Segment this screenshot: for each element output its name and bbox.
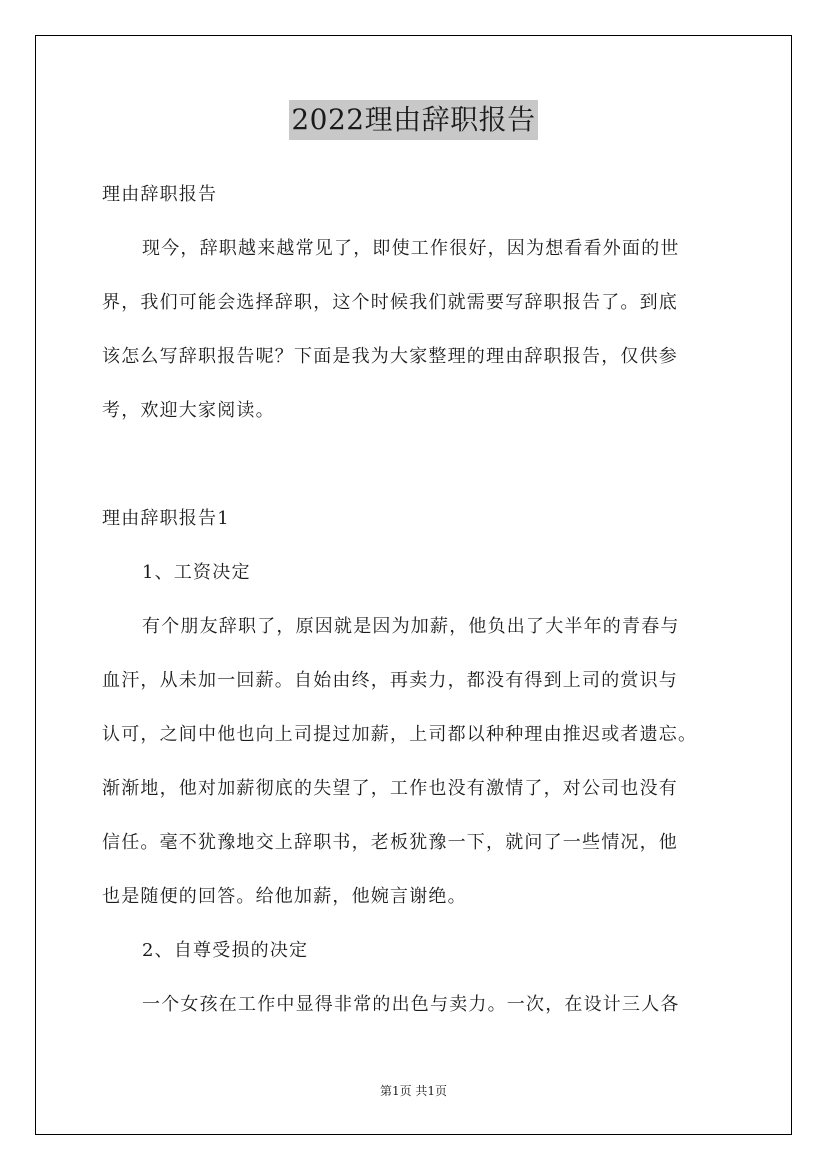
paragraph-line: 渐渐地，他对加薪彻底的失望了，工作也没有激情了，对公司也没有 bbox=[102, 778, 678, 799]
document-title: 2022理由辞职报告 bbox=[289, 100, 537, 140]
paragraph-line: 界，我们可能会选择辞职，这个时候我们就需要写辞职报告了。到底 bbox=[102, 292, 678, 313]
section-heading: 理由辞职报告1 bbox=[102, 508, 230, 529]
title-wrap bbox=[0, 100, 827, 140]
paragraph-line: 认可，之间中他也向上司提过加薪，上司都以种种理由推迟或者遗忘。 bbox=[102, 724, 698, 745]
paragraph-line: 信任。毫不犹豫地交上辞职书，老板犹豫一下，就问了一些情况，他 bbox=[102, 832, 678, 853]
paragraph-line: 该怎么写辞职报告呢？下面是我为大家整理的理由辞职报告，仅供参 bbox=[102, 346, 678, 367]
paragraph-line: 也是随便的回答。给他加薪，他婉言谢绝。 bbox=[102, 886, 467, 907]
subsection-heading: 1、工资决定 bbox=[142, 562, 251, 583]
paragraph-line: 一个女孩在工作中显得非常的出色与卖力。一次，在设计三人各 bbox=[142, 994, 680, 1015]
paragraph-line: 有个朋友辞职了，原因就是因为加薪，他负出了大半年的青春与 bbox=[142, 616, 680, 637]
subsection-heading: 2、自尊受损的决定 bbox=[142, 940, 309, 961]
document-body bbox=[102, 168, 732, 1032]
paragraph-line: 血汗，从未加一回薪。自始由终，再卖力，都没有得到上司的赏识与 bbox=[102, 670, 678, 691]
paragraph-line: 考，欢迎大家阅读。 bbox=[102, 400, 275, 421]
section-heading: 理由辞职报告 bbox=[102, 184, 218, 205]
page-footer: 第1页 共1页 bbox=[379, 1084, 448, 1098]
blank-line bbox=[102, 438, 732, 492]
paragraph-line: 现今，辞职越来越常见了，即使工作很好，因为想看看外面的世 bbox=[142, 238, 680, 259]
